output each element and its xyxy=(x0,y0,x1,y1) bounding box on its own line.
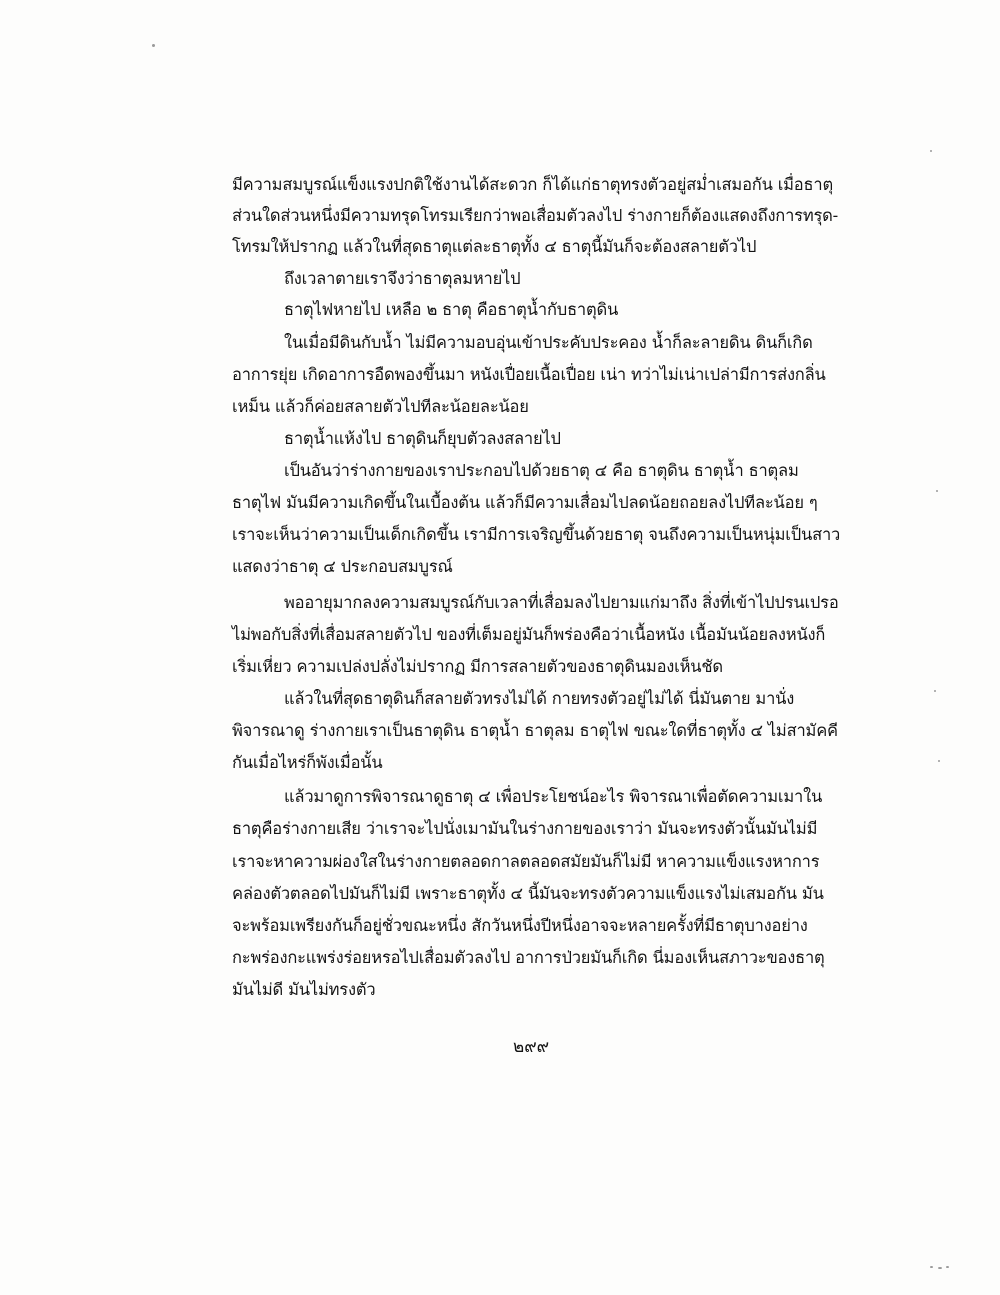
page-number: ๒๙๙ xyxy=(513,1037,550,1057)
text-line: จะพร้อมเพรียงกันก็อยู่ชั่วขณะหนึ่ง สักวันหนึ่งปีหนึ่งอาจจะหลายครั้งที่มีธาตุบางอย่าง xyxy=(232,916,808,935)
text-line: พิจารณาดู ร่างกายเราเป็นธาตุดิน ธาตุน้ำ ธาตุลม ธาตุไฟ ขณะใดที่ธาตุทั้ง ๔ ไม่สามัคคี xyxy=(232,721,838,740)
scan-speck xyxy=(930,150,932,152)
text-line: ส่วนใดส่วนหนึ่งมีความทรุดโทรมเรียกว่าพอเสื่อมตัวลงไป ร่างกายก็ต้องแสดงถึงการทรุด- xyxy=(232,206,839,225)
scan-speck xyxy=(938,1267,942,1269)
text-line: แสดงว่าธาตุ ๔ ประกอบสมบูรณ์ xyxy=(232,557,453,576)
scan-speck xyxy=(934,690,936,692)
text-line: เหม็น แล้วก็ค่อยสลายตัวไปทีละน้อยละน้อย xyxy=(232,397,529,416)
text-line: ในเมื่อมีดินกับน้ำ ไม่มีความอบอุ่นเข้าประคับประคอง น้ำก็ละลายดิน ดินก็เกิด xyxy=(284,333,813,352)
scan-speck xyxy=(152,44,155,47)
scan-speck xyxy=(938,760,940,762)
text-line: เราจะหาความผ่องใสในร่างกายตลอดกาลตลอดสมัยมันก็ไม่มี หาความแข็งแรงหาการ xyxy=(232,852,820,871)
text-line: แล้วในที่สุดธาตุดินก็สลายตัวทรงไม่ได้ กายทรงตัวอยู่ไม่ได้ นี่มันตาย มานั่ง xyxy=(284,689,795,708)
scan-speck xyxy=(936,490,938,492)
text-line: มันไม่ดี มันไม่ทรงตัว xyxy=(232,980,376,999)
text-line: เป็นอันว่าร่างกายของเราประกอบไปด้วยธาตุ ๔ คือ ธาตุดิน ธาตุน้ำ ธาตุลม xyxy=(284,461,799,480)
text-line: ธาตุไฟ มันมีความเกิดขึ้นในเบื้องต้น แล้วก็มีความเสื่อมไปลดน้อยถอยลงไปทีละน้อย ๆ xyxy=(232,493,818,512)
text-line: โทรมให้ปรากฏ แล้วในที่สุดธาตุแต่ละธาตุทั้ง ๔ ธาตุนี้มันก็จะต้องสลายตัวไป xyxy=(232,237,757,256)
text-line: กันเมื่อไหร่ก็พังเมื่อนั้น xyxy=(232,753,383,772)
text-line: ธาตุคือร่างกายเสีย ว่าเราจะไปนั่งเมามันในร่างกายของเราว่า มันจะทรงตัวนั้นมันไม่มี xyxy=(232,819,818,838)
text-line: เราจะเห็นว่าความเป็นเด็กเกิดขึ้น เรามีการเจริญขึ้นด้วยธาตุ จนถึงความเป็นหนุ่มเป็นสาว xyxy=(232,525,841,544)
text-line: มีความสมบูรณ์แข็งแรงปกติใช้งานได้สะดวก ก็ได้แก่ธาตุทรงตัวอยู่สม่ำเสมอกัน เมื่อธาตุ xyxy=(232,175,833,194)
text-line: ธาตุไฟหายไป เหลือ ๒ ธาตุ คือธาตุน้ำกับธาตุดิน xyxy=(284,300,619,319)
text-line: เริ่มเหี่ยว ความเปล่งปลั่งไม่ปรากฏ มีการสลายตัวของธาตุดินมองเห็นชัด xyxy=(232,657,723,676)
text-line: กะพร่องกะแพร่งร่อยหรอไปเสื่อมตัวลงไป อาการป่วยมันก็เกิด นี่มองเห็นสภาวะของธาตุ xyxy=(232,948,825,967)
text-line: คล่องตัวตลอดไปมันก็ไม่มี เพราะธาตุทั้ง ๔ นี้มันจะทรงตัวความแข็งแรงไม่เสมอกัน มัน xyxy=(232,884,824,903)
text-line: พออายุมากลงความสมบูรณ์กับเวลาที่เสื่อมลงไปยามแก่มาถึง สิ่งที่เข้าไปปรนเปรอ xyxy=(284,593,839,612)
scan-speck xyxy=(946,1266,949,1268)
text-line: ธาตุน้ำแห้งไป ธาตุดินก็ยุบตัวลงสลายไป xyxy=(284,429,561,448)
text-line: ไม่พอกับสิ่งที่เสื่อมสลายตัวไป ของที่เต็มอยู่มันก็พร่องคือว่าเนื้อหนัง เนื้อมันน้อยลงหนังก็ xyxy=(232,625,826,644)
scan-speck xyxy=(930,1266,933,1268)
text-line: แล้วมาดูการพิจารณาดูธาตุ ๔ เพื่อประโยชน์อะไร พิจารณาเพื่อตัดความเมาใน xyxy=(284,787,823,806)
text-line: ถึงเวลาตายเราจึงว่าธาตุลมหายไป xyxy=(284,269,521,288)
text-line: อาการยุ่ย เกิดอาการอืดพองขึ้นมา หนังเปื่อยเนื้อเปื่อย เน่า ทว่าไม่เน่าเปล่ามีการส่งกลิ่น xyxy=(232,365,826,384)
